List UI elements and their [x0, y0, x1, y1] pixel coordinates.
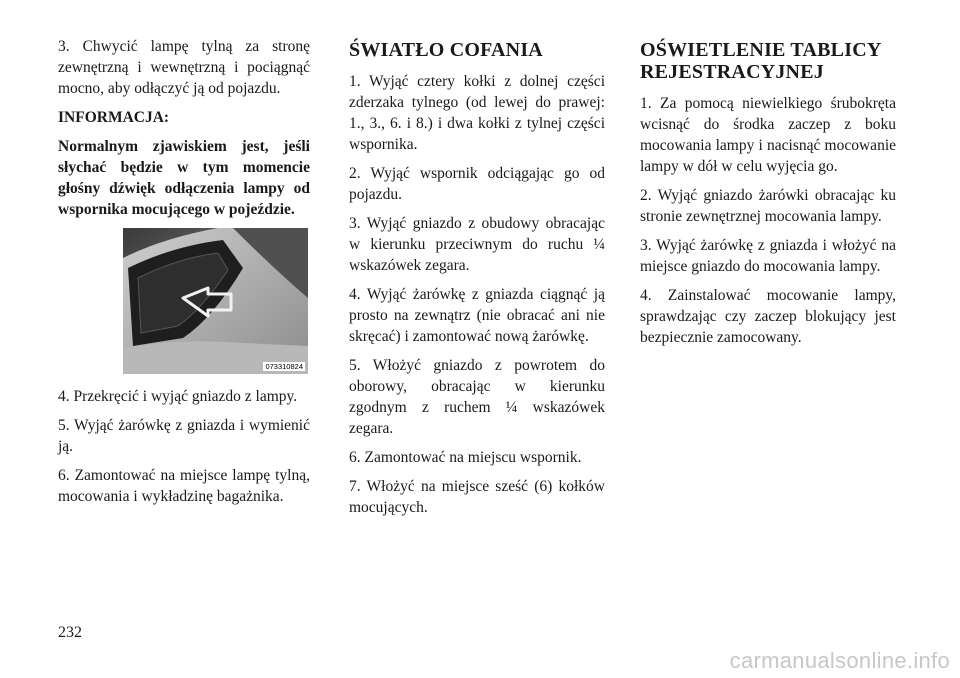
step-text: 1. Wyjąć cztery kołki z dolnej części zderzaka tylnego (od lewej do prawej: 1., 3., 6. i 8.) i dwa kołki z tylnej części wspornika. [349, 73, 605, 153]
watermark: carmanualsonline.info [729, 648, 950, 673]
step-text: 5. Włożyć gniazdo z powrotem do oborowy, obracając w kierunku zgodnym z ruchem ¼ wskazówek zegara. [349, 357, 605, 437]
left-column [58, 36, 310, 515]
step-text: 3. Wyjąć gniazdo z obudowy obracając w kierunku przeciwnym do ruchu ¼ wskazówek zegara. [349, 215, 605, 274]
tail-lamp-illustration [123, 228, 308, 374]
info-text: Normalnym zjawiskiem jest, jeśli słychać będzie w tym momencie głośny dźwięk odłączenia lampy od wspornika mocującego w pojeździe. [58, 138, 310, 218]
figure-code: 073310824 [265, 362, 303, 371]
step-text: 4. Wyjąć żarówkę z gniazda ciągnąć ją prosto na zewnątrz (nie obracać ani nie skręcać) i zamontować nową żarówkę. [349, 286, 605, 345]
middle-column [349, 36, 605, 526]
info-title: INFORMACJA: [58, 109, 170, 126]
step-text: 6. Zamontować na miejscu wspornik. [349, 449, 582, 466]
step-text: 1. Za pomocą niewielkiego śrubokręta wcisnąć do środka zaczep z boku mocowania lampy i nacisnąć mocowanie lampy w dół w celu wyjęcia go. [640, 95, 896, 175]
step-text: 7. Włożyć na miejsce sześć (6) kołków mocujących. [349, 478, 605, 516]
step-3-text: 3. Chwycić lampę tylną za stronę zewnętrzną i wewnętrzną i pociągnąć mocno, aby odłączyć ją od pojazdu. [58, 38, 310, 97]
page-number: 232 [58, 624, 82, 641]
license-plate-light-heading: OŚWIETLENIE TABLICY REJESTRACYJNEJ [640, 39, 881, 83]
step-text: 2. Wyjąć wspornik odciągając go od pojazdu. [349, 165, 605, 203]
step-text: 3. Wyjąć żarówkę z gniazda i włożyć na miejsce gniazdo do mocowania lampy. [640, 237, 896, 275]
step-5-text: 5. Wyjąć żarówkę z gniazda i wymienić ją. [58, 417, 310, 455]
step-4-text: 4. Przekręcić i wyjąć gniazdo z lampy. [58, 388, 298, 405]
step-text: 2. Wyjąć gniazdo żarówki obracając ku stronie zewnętrznej mocowania lampy. [640, 187, 896, 225]
step-6-text: 6. Zamontować na miejsce lampę tylną, mocowania i wykładzinę bagażnika. [58, 467, 310, 505]
step-text: 4. Zainstalować mocowanie lampy, sprawdzając czy zaczep blokujący jest bezpiecznie zamocowany. [640, 287, 896, 346]
tail-lamp-figure [123, 228, 308, 374]
reverse-light-heading: ŚWIATŁO COFANIA [349, 39, 543, 61]
right-column [640, 36, 896, 356]
